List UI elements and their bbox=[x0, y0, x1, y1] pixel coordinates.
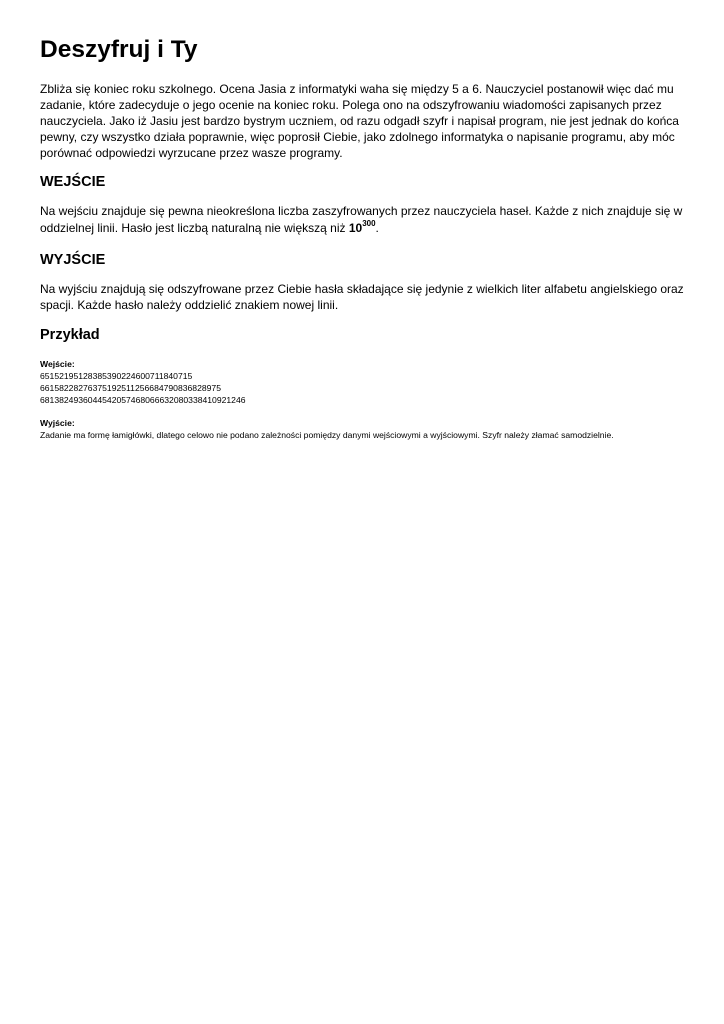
input-description-end: . bbox=[375, 221, 379, 235]
example-input-line: 68138249360445420574680666320803384109212​46 bbox=[40, 395, 246, 405]
intro-paragraph: Zbliża się koniec roku szkolnego. Ocena Jasia z informatyki waha się między 5 a 6. Nauczyciel postanowił więc dać mu zadanie, które zadecyduje o jego ocenie na koniec roku. Polega ono na odszyfrowaniu wiadomości zapisanych przez nauczyciela. Jako iż Jasiu jest bardzo bystrym uczniem, od razu odgadł szyfr i napisał program, nie jest jednak do końca pewny, czy wszystko działa poprawnie, więc poprosił Ciebie, jako zdolnego informatyka o napisanie programu, aby móc porównać odpowiedzi wyrzucane przez wasze programy. bbox=[40, 82, 679, 160]
example-output-text: Zadanie ma formę łamigłówki, dlatego celowo nie podano zależności pomiędzy danymi wejściowymi a wyjściowymi. Szyfr należy złamać samodzielnie. bbox=[40, 430, 614, 440]
example-input-line: 65152195128385390224600711840715 bbox=[40, 371, 193, 381]
power-expression bbox=[349, 221, 376, 235]
example-output-label: Wyjście: bbox=[40, 418, 75, 428]
power-base: 10 bbox=[348, 221, 363, 235]
input-description-text: Na wejściu znajduje się pewna nieokreślona liczba zaszyfrowanych przez nauczyciela haseł. Każde z nich znajduje się w oddzielnej linii. Hasło jest liczbą naturalną nie większą niż bbox=[40, 204, 683, 235]
output-heading: WYJŚCIE bbox=[40, 252, 106, 268]
output-description: Na wyjściu znajdują się odszyfrowane przez Ciebie hasła składające się jedynie z wielkich liter alfabetu angielskiego oraz spacji. Każde hasło należy oddzielić znakiem nowej linii. bbox=[40, 282, 684, 312]
power-exponent: 300 bbox=[362, 219, 376, 228]
input-description bbox=[40, 203, 694, 237]
example-input-label: Wejście: bbox=[40, 359, 75, 369]
example-input-line: 66158228276375192511256684790836828975 bbox=[40, 383, 221, 393]
example-output-block bbox=[40, 417, 614, 441]
example-input-block bbox=[40, 358, 246, 406]
example-heading: Przykład bbox=[40, 327, 100, 343]
page-title: Deszyfruj i Ty bbox=[40, 36, 198, 63]
input-heading: WEJŚCIE bbox=[40, 174, 106, 190]
